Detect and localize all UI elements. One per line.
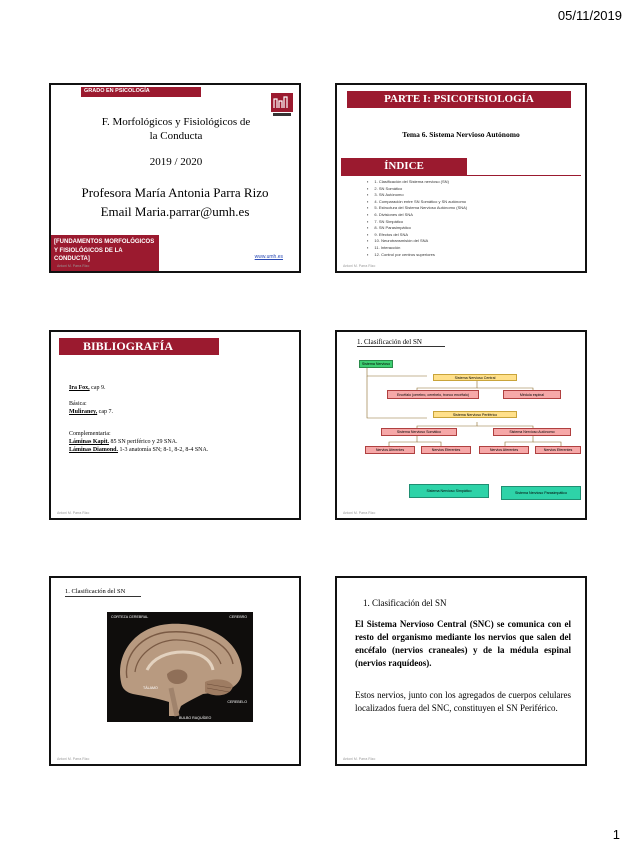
list-item: ▪ 12. Control por centros superiores	[367, 252, 577, 259]
box-aferentes-1: Nervios Aferentes	[365, 446, 415, 454]
list-item: ▪ 2. SN Somático	[367, 186, 577, 193]
index-underline	[341, 175, 581, 176]
paragraph-snp: Estos nervios, junto con los agregados de cuerpos celulares localizados fuera del SNC, constituyen el SN Periférico.	[355, 690, 571, 713]
program-tag: GRADO EN PSICOLOGÍA	[81, 87, 201, 96]
box-simpatico: Sistema Nervioso Simpático	[409, 484, 489, 498]
basic-label: Básica:	[69, 401, 87, 407]
box-snc: Sistema Nervioso Central	[433, 374, 517, 381]
slide-footer: Antoni M. Parra Rizo	[343, 264, 376, 268]
header-date: 05/11/2019	[557, 8, 622, 23]
label-talamo: TÁLAMO	[143, 686, 158, 690]
box-parasimpatico: Sistema Nervioso Parasimpático	[501, 486, 581, 500]
list-item: ▪ 10. Neurotransmisión del SNA	[367, 238, 577, 245]
box-medula: Médula espinal	[503, 390, 561, 399]
label-cerebelo: CEREBELO	[227, 700, 247, 704]
slide-footer: Antoni M. Parra Rizo	[343, 757, 376, 761]
umh-link[interactable]: www.umh.es	[254, 254, 283, 260]
list-item: ▪ 5. Estructura del Sistema Nervioso Autónomo (SNA)	[367, 205, 577, 212]
box-autonomo: Sistema Nervioso Autónomo	[493, 428, 571, 436]
slide-footer: Antoni M. Parra Rizo	[57, 511, 90, 515]
subject-title: F. Morfológicos y Fisiológicos de la Conducta	[101, 116, 251, 142]
box-eferentes-1: Nervios Eferentes	[421, 446, 471, 454]
slide-3-bibliography	[49, 330, 301, 520]
label-cerebro: CEREBRO	[229, 615, 247, 619]
box-eferentes-2: Nervios Eferentes	[535, 446, 581, 454]
box-encefalo: Encéfalo (cerebro, cerebelo, tronco encéfalo)	[387, 390, 479, 399]
topic-title: Tema 6. Sistema Nervioso Autónomo	[402, 130, 520, 139]
slide-1-cover	[49, 83, 301, 273]
list-item: ▪ 11. Interacción	[367, 245, 577, 252]
slide-4-classification-diagram	[335, 330, 587, 520]
box-snp: Sistema Nervioso Periférico	[433, 411, 517, 418]
professor-email: Email Maria.parrar@umh.es	[100, 204, 250, 219]
slide-2-index	[335, 83, 587, 273]
list-item: ▪ 1. Clasificación del Sistema nervioso (SN)	[367, 179, 577, 186]
academic-year: 2019 / 2020	[149, 156, 203, 168]
list-item: ▪ 6. Divisiones del SNA	[367, 212, 577, 219]
bibliography-text: Ira Fox, cap 9. Básica: Muliraney, cap 7. Complementaria: Láminas Kapit. 85 SN periférico y 29 SNA. Láminas Diamond. 1-3 anatomía SN; 8-1, 8-2, 8-4 SNA.	[69, 384, 289, 454]
brain-illustration-icon	[107, 612, 253, 722]
slide-title: 1. Clasificación del SN	[357, 338, 422, 346]
slide-title: 1. Clasificación del SN	[363, 598, 447, 608]
index-title: ÍNDICE	[341, 158, 467, 175]
professor-name: Profesora María Antonia Parra Rizo	[81, 185, 269, 200]
umh-logo-icon	[271, 93, 293, 117]
slide-6-text	[335, 576, 587, 766]
list-item: ▪ 4. Comparación entre SN Somático y SN autónomo	[367, 199, 577, 206]
index-list	[367, 179, 577, 258]
list-item: ▪ 9. Efectos del SNA	[367, 232, 577, 239]
slide-5-brain-image	[49, 576, 301, 766]
ref-fox: Ira Fox,	[69, 385, 90, 391]
brain-section-image	[107, 612, 253, 722]
page-number: 1	[612, 827, 620, 842]
bibliography-title: BIBLIOGRAFÍA	[59, 338, 219, 355]
slide-footer: Antoni M. Parra Rizo	[57, 264, 90, 268]
slide-title: 1. Clasificación del SN	[65, 588, 126, 595]
slide-footer: Antoni M. Parra Rizo	[343, 511, 376, 515]
course-box: [FUNDAMENTOS MORFOLÓGICOS Y FISIOLÓGICOS DE LA CONDUCTA]	[51, 235, 159, 273]
paragraph-snc: El Sistema Nervioso Central (SNC) se comunica con el resto del organismo mediante los nervios que salen del encéfalo (nervios craneales) y de la médula espinal (nervios raquídeos).	[355, 619, 571, 668]
list-item: ▪ 3. SN Autónomo	[367, 192, 577, 199]
label-corteza: CORTEZA CEREBRAL	[111, 615, 149, 619]
box-aferentes-2: Nervios Aferentes	[479, 446, 529, 454]
slide-footer: Antoni M. Parra Rizo	[57, 757, 90, 761]
tag-underline	[81, 96, 201, 97]
ref-kapit: Láminas Kapit.	[69, 439, 110, 445]
ref-diamond: Láminas Diamond.	[69, 447, 119, 453]
list-item: ▪ 8. SN Parasimpático	[367, 225, 577, 232]
box-sistema-nervioso: Sistema Nervioso	[359, 360, 393, 368]
part-title: PARTE I: PSICOFISIOLOGÍA	[347, 91, 571, 108]
box-somatico: Sistema Nervioso Somático	[381, 428, 457, 436]
complementary-label: Complementaria:	[69, 431, 111, 437]
title-underline	[65, 596, 141, 597]
ref-muliraney: Muliraney,	[69, 409, 98, 415]
label-bulbo: BULBO RAQUÍDEO	[179, 716, 212, 720]
list-item: ▪ 7. SN Simpático	[367, 219, 577, 226]
